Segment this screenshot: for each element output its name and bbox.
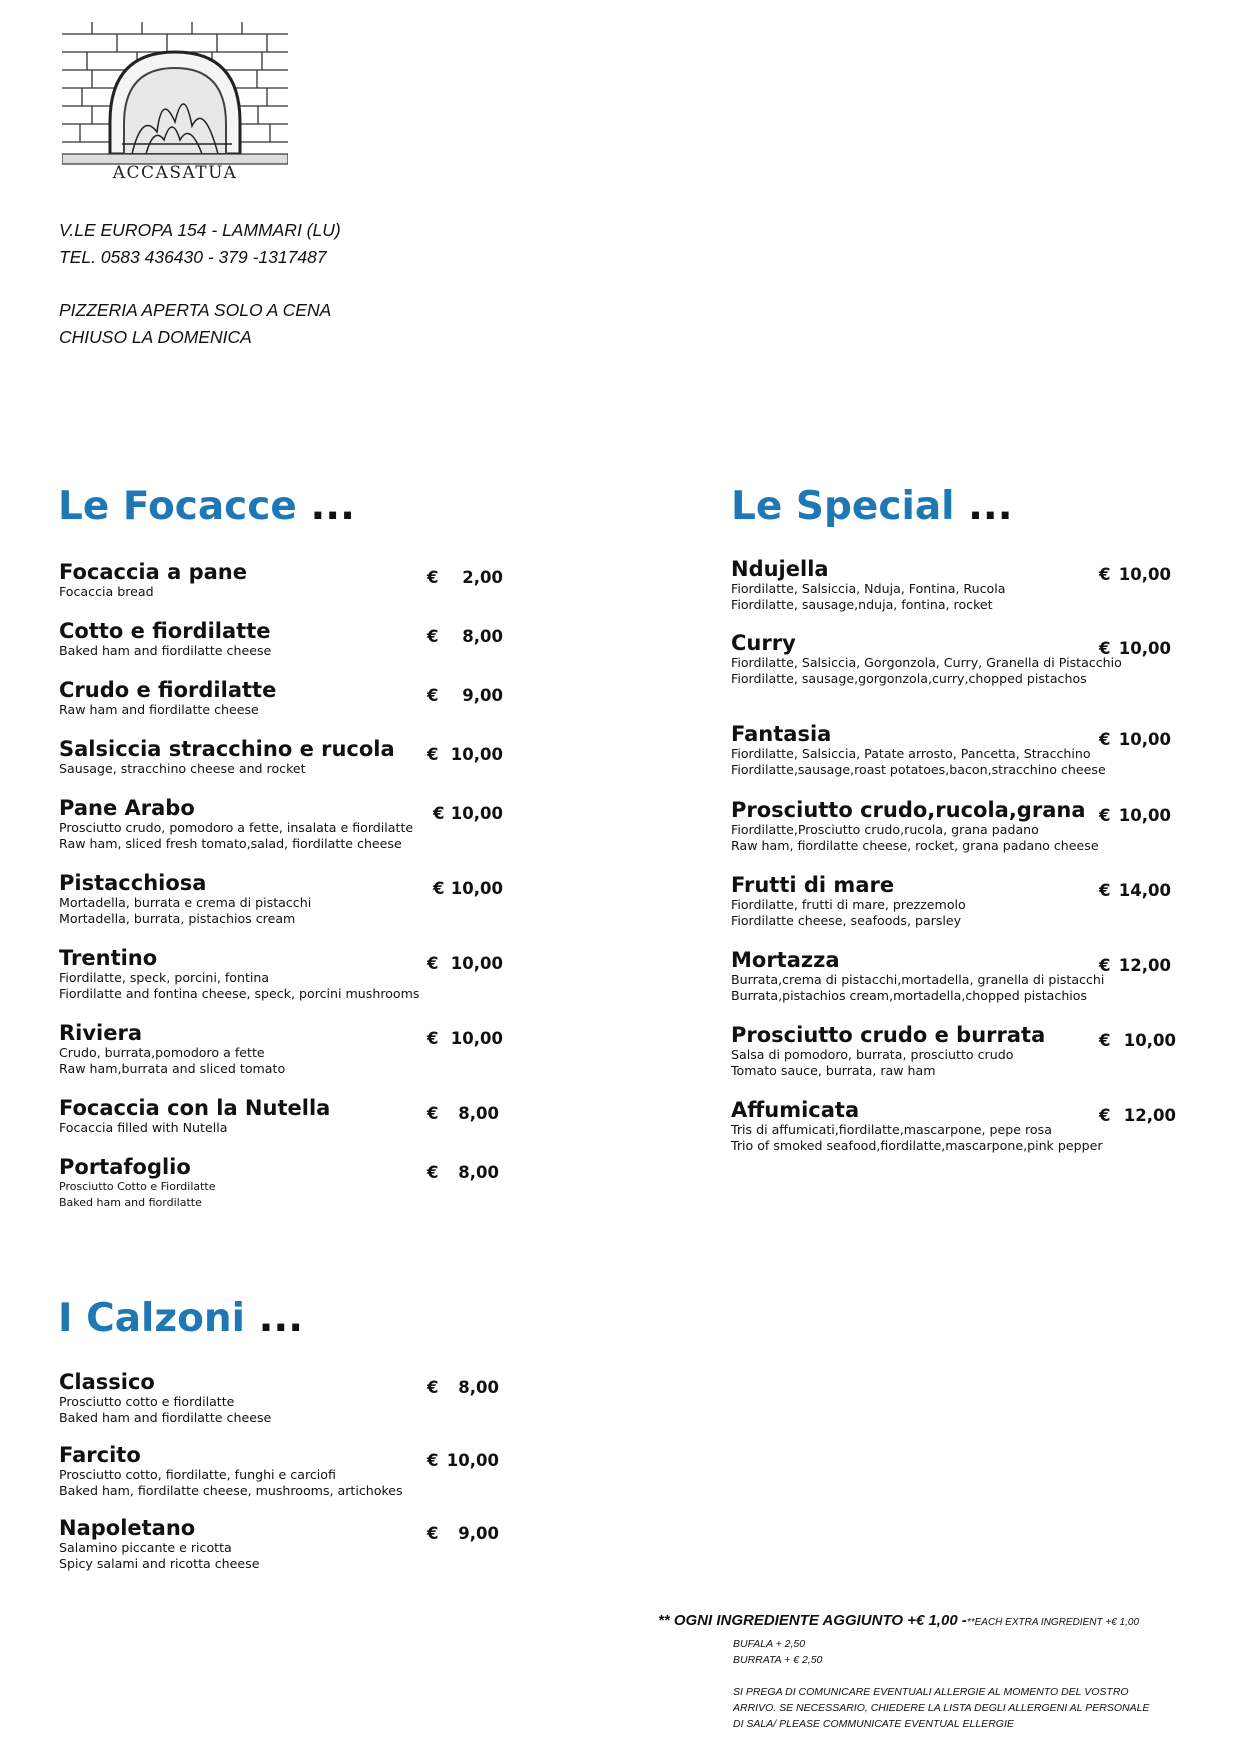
menu-item [59,1155,216,1211]
special-title [731,484,1013,529]
price-amount: 9,00 [462,686,503,705]
item-price [1099,1106,1176,1125]
item-desc-en: Fiordilatte,sausage,roast potatoes,bacon,stracchino cheese [731,762,1106,777]
price-currency: € [1099,956,1111,975]
calzoni-title-dots: ... [258,1296,304,1341]
item-name: Ndujella [731,557,829,581]
focacce-title-text: Le Focacce [58,484,297,529]
price-amount: 9,00 [458,1524,499,1543]
item-desc: Baked ham and fiordilatte cheese [59,643,272,658]
item-price [427,1378,499,1397]
brick-oven-icon [62,22,288,184]
brand-name: ACCASATUA [112,163,238,183]
menu-item [731,557,1005,613]
extra-ingredient-en: **EACH EXTRA INGREDIENT +€ 1,00 [966,1617,1140,1628]
price-amount: 10,00 [450,804,503,823]
item-desc: Fiordilatte, Salsiccia, Gorgonzola, Curry, Granella di Pistacchio [731,655,1122,670]
item-desc: Fiordilatte, Salsiccia, Patate arrosto, Pancetta, Stracchino [731,746,1091,761]
item-name: Napoletano [59,1516,196,1540]
price-amount: 8,00 [458,1378,499,1397]
calzoni-title-text: I Calzoni [58,1296,246,1341]
price-amount: 10,00 [1118,730,1171,749]
item-name: Fantasia [731,722,832,746]
item-desc-en: Mortadella, burrata, pistachios cream [59,911,296,926]
item-desc: Crudo, burrata,pomodoro a fette [59,1045,265,1060]
item-price [427,1163,499,1182]
item-name: Farcito [59,1443,141,1467]
hours-line-1: PIZZERIA APERTA SOLO A CENA [59,300,332,320]
extra-ingredient-it: ** OGNI INGREDIENTE AGGIUNTO +€ 1,00 - [658,1612,967,1629]
price-amount: 10,00 [1123,1031,1176,1050]
item-price [427,568,503,587]
price-currency: € [427,1163,439,1182]
menu-item [59,560,247,600]
price-currency: € [427,686,439,705]
item-desc: Burrata,crema di pistacchi,mortadella, granella di pistacchi [731,972,1105,987]
item-name: Portafoglio [59,1155,191,1179]
item-price [1099,639,1171,658]
item-price [427,1451,499,1470]
menu-item [731,631,1122,687]
item-name: Curry [731,631,796,655]
item-desc: Mortadella, burrata e crema di pistacchi [59,895,312,910]
price-currency: € [1099,565,1111,584]
hours-line-2: CHIUSO LA DOMENICA [59,327,252,347]
item-desc: Prosciutto cotto e fiordilatte [59,1394,235,1409]
item-desc: Prosciutto Cotto e Fiordilatte [59,1180,216,1193]
price-amount: 12,00 [1118,956,1171,975]
item-desc: Salsa di pomodoro, burrata, prosciutto crudo [731,1047,1014,1062]
item-name: Affumicata [731,1098,860,1122]
item-desc: Salamino piccante e ricotta [59,1540,232,1555]
price-currency: € [427,1378,439,1397]
item-desc-en: Fiordilatte and fontina cheese, speck, porcini mushrooms [59,986,420,1001]
price-amount: 10,00 [1118,806,1171,825]
item-price [1099,956,1171,975]
item-price [427,627,503,646]
price-amount: 12,00 [1123,1106,1176,1125]
item-name: Crudo e fiordilatte [59,678,277,702]
item-price [1099,730,1171,749]
price-amount: 2,00 [462,568,503,587]
menu-item [731,948,1104,1004]
menu-item [59,946,419,1002]
item-price [427,1104,499,1123]
menu-item [59,1370,271,1426]
item-desc: Fiordilatte, speck, porcini, fontina [59,970,270,985]
item-price [427,1029,503,1048]
price-currency: € [427,627,439,646]
item-name: Trentino [59,946,158,970]
item-name: Riviera [59,1021,143,1045]
calzoni-title [58,1296,303,1341]
menu-item [59,1443,403,1499]
price-currency: € [427,568,439,587]
menu-item [59,1096,330,1136]
focacce-title [58,484,355,529]
item-desc-en: Raw ham,burrata and sliced tomato [59,1061,286,1076]
focacce-title-dots: ... [310,484,355,529]
menu-item [59,1516,259,1572]
item-desc: Raw ham and fiordilatte cheese [59,702,259,717]
item-desc: Focaccia filled with Nutella [59,1120,228,1135]
price-currency: € [427,1029,439,1048]
item-desc-en: Baked ham and fiordilatte cheese [59,1410,272,1425]
item-name: Cotto e fiordilatte [59,619,271,643]
price-currency: € [1099,730,1111,749]
item-name: Frutti di mare [731,873,895,897]
item-desc-en: Trio of smoked seafood,fiordilatte,mascarpone,pink pepper [731,1138,1103,1153]
item-desc-en: Baked ham, fiordilatte cheese, mushrooms, artichokes [59,1483,403,1498]
price-currency: € [427,745,439,764]
item-desc: Tris di affumicati,fiordilatte,mascarpone, pepe rosa [731,1122,1052,1137]
price-amount: 10,00 [1118,639,1171,658]
price-amount: 10,00 [450,1029,503,1048]
item-desc-en: Burrata,pistachios cream,mortadella,chopped pistachios [731,988,1088,1003]
allergy-line-3: DI SALA/ PLEASE COMMUNICATE EVENTUAL ELLERGIE [733,1718,1014,1730]
item-price [1099,806,1171,825]
price-currency: € [427,1451,439,1470]
price-currency: € [1099,881,1111,900]
bufala-surcharge: BUFALA + 2,50 [733,1638,806,1650]
item-price [427,686,503,705]
item-desc-en: Tomato sauce, burrata, raw ham [731,1063,936,1078]
item-price [1099,881,1171,900]
item-desc: Prosciutto crudo, pomodoro a fette, insalata e fiordilatte [59,820,414,835]
item-desc-en: Spicy salami and ricotta cheese [59,1556,260,1571]
price-amount: 10,00 [446,1451,499,1470]
item-desc: Sausage, stracchino cheese and rocket [59,761,306,776]
item-price [433,879,503,898]
price-currency: € [427,1104,439,1123]
item-name: Salsiccia stracchino e rucola [59,737,395,761]
price-amount: 10,00 [450,745,503,764]
item-desc-en: Fiordilatte cheese, seafoods, parsley [731,913,962,928]
menu-item [731,873,966,929]
price-amount: 10,00 [1118,565,1171,584]
item-desc-en: Baked ham and fiordilatte [59,1196,202,1209]
price-currency: € [1099,806,1111,825]
item-price [1099,565,1171,584]
item-name: Mortazza [731,948,840,972]
menu-item [59,1021,285,1077]
extra-ingredient-note [658,1612,1139,1629]
price-currency: € [1099,1106,1111,1125]
price-currency: € [427,1524,439,1543]
price-currency: € [427,954,439,973]
menu-item [731,1023,1045,1079]
allergy-note [733,1684,1149,1732]
item-desc-en: Raw ham, sliced fresh tomato,salad, fiordilatte cheese [59,836,402,851]
item-desc: Fiordilatte,Prosciutto crudo,rucola, grana padano [731,822,1039,837]
menu-item [59,737,395,777]
price-amount: 8,00 [458,1104,499,1123]
price-currency: € [433,804,445,823]
item-desc-en: Fiordilatte, sausage,nduja, fontina, rocket [731,597,993,612]
burrata-surcharge: BURRATA + € 2,50 [733,1654,823,1666]
contact-info [59,217,341,271]
item-name: Prosciutto crudo e burrata [731,1023,1046,1047]
item-price [1099,1031,1176,1050]
price-amount: 14,00 [1118,881,1171,900]
price-amount: 10,00 [450,879,503,898]
menu-item [731,722,1106,778]
price-currency: € [433,879,445,898]
item-name: Classico [59,1370,155,1394]
item-desc: Prosciutto cotto, fiordilatte, funghi e carciofi [59,1467,336,1482]
item-price [427,1524,499,1543]
item-name: Focaccia con la Nutella [59,1096,331,1120]
allergy-line-1: SI PREGA DI COMUNICARE EVENTUALI ALLERGIE AL MOMENTO DEL VOSTRO [733,1686,1129,1698]
menu-item [731,1098,1103,1154]
item-desc: Fiordilatte, Salsiccia, Nduja, Fontina, Rucola [731,581,1006,596]
item-desc-en: Raw ham, fiordilatte cheese, rocket, grana padano cheese [731,838,1099,853]
special-title-dots: ... [968,484,1013,529]
item-name: Pistacchiosa [59,871,207,895]
price-currency: € [1099,1031,1111,1050]
phone-text: TEL. 0583 436430 - 379 -1317487 [59,247,327,267]
menu-item [59,619,271,659]
surcharge-list [733,1636,822,1668]
menu-item [59,796,413,852]
menu-item [731,798,1099,854]
item-name: Focaccia a pane [59,560,247,584]
item-price [427,745,503,764]
price-amount: 10,00 [450,954,503,973]
allergy-line-2: ARRIVO. SE NECESSARIO, CHIEDERE LA LISTA DEGLI ALLERGENI AL PERSONALE [733,1702,1150,1714]
menu-item [59,871,311,927]
item-desc: Fiordilatte, frutti di mare, prezzemolo [731,897,966,912]
item-name: Pane Arabo [59,796,195,820]
item-name: Prosciutto crudo,rucola,grana [731,798,1086,822]
price-amount: 8,00 [458,1163,499,1182]
item-desc-en: Fiordilatte, sausage,gorgonzola,curry,chopped pistachos [731,671,1087,686]
address-text: V.LE EUROPA 154 - LAMMARI (LU) [59,220,341,240]
item-price [427,954,503,973]
menu-item [59,678,276,718]
price-amount: 8,00 [462,627,503,646]
item-price [433,804,503,823]
price-currency: € [1099,639,1111,658]
opening-hours [59,297,331,351]
special-title-text: Le Special [731,484,955,529]
item-desc: Focaccia bread [59,584,154,599]
